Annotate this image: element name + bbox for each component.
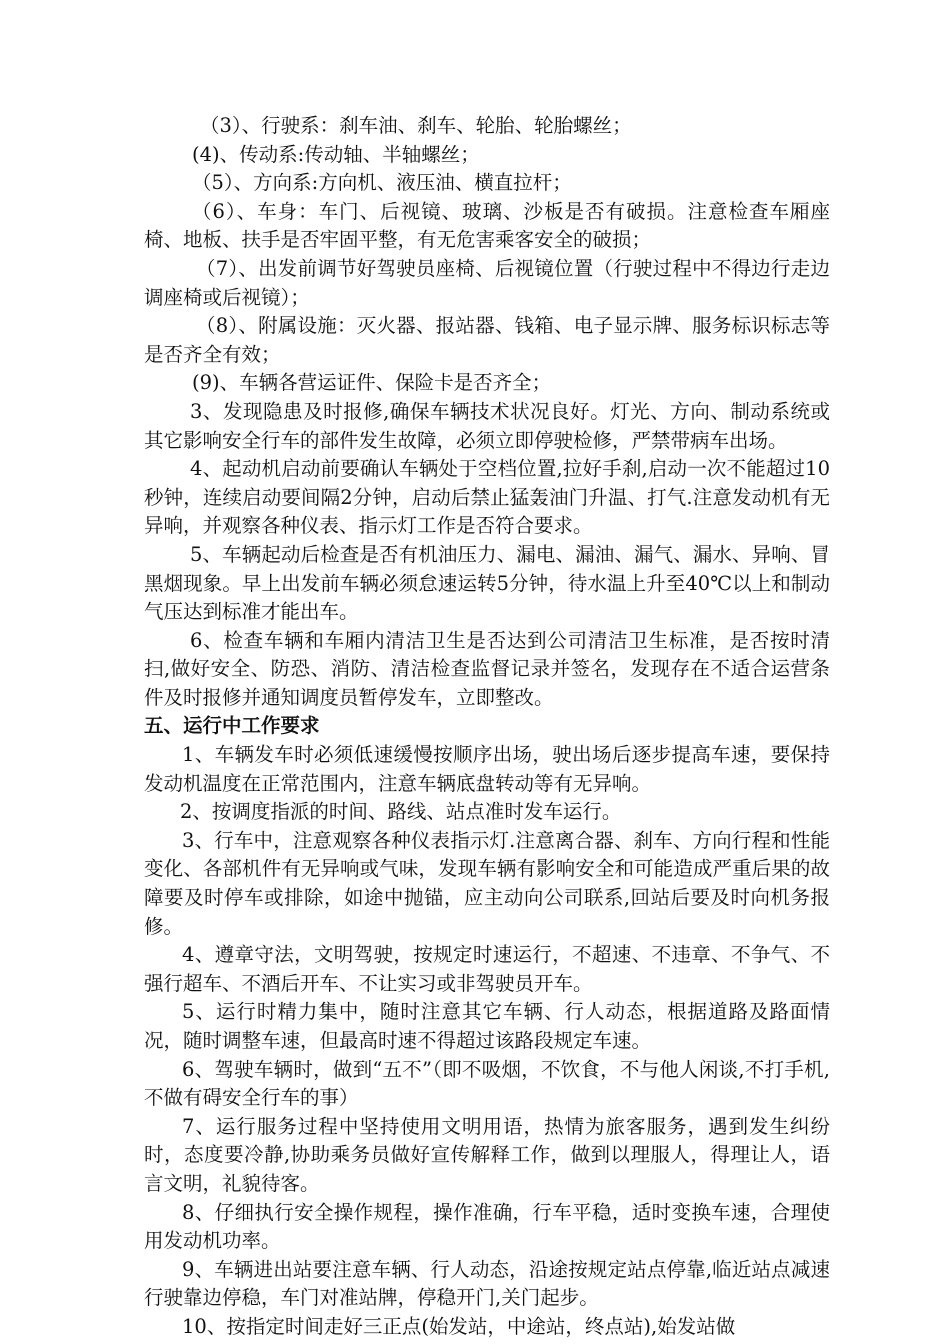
paragraph: (9)、车辆各营运证件、保险卡是否齐全；	[192, 371, 552, 395]
paragraph: 7、运行服务过程中坚持使用文明用语，热情为旅客服务，遇到发生纠纷时，态度要冷静,协助乘务员做好宣传解释工作，做到以理服人，得理让人，语言文明，礼貌待客。	[144, 1114, 830, 1195]
paragraph: 6、检查车辆和车厢内清洁卫生是否达到公司清洁卫生标准，是否按时清扫,做好安全、防恐、消防、清洁检查监督记录并签名，发现存在不适合运营条件及时报修并通知调度员暂停发车，立即整改。	[144, 628, 830, 709]
paragraph: 5、运行时精力集中，随时注意其它车辆、行人动态，根据道路及路面情况，随时调整车速，但最高时速不得超过该路段规定车速。	[144, 1000, 830, 1052]
paragraph: 3、行车中，注意观察各种仪表指示灯.注意离合器、刹车、方向行程和性能变化、各部机件有无异响或气味，发现车辆有影响安全和可能造成严重后果的故障要及时停车或排除，如途中抛锚，应主动向公司联系,回站后要及时向机务报修。	[144, 828, 830, 938]
paragraph: 1、车辆发车时必须低速缓慢按顺序出场，驶出场后逐步提高车速，要保持发动机温度在正常范围内，注意车辆底盘转动等有无异响。	[144, 743, 830, 795]
paragraph: （5）、方向系:方向机、液压油、横直拉杆；	[192, 171, 572, 195]
paragraph: （3）、行驶系：刹车油、刹车、轮胎、轮胎螺丝；	[200, 114, 632, 137]
paragraph: （6）、车身：车门、后视镜、玻璃、沙板是否有破损。注意检查车厢座椅、地板、扶手是否牢固平整，有无危害乘客安全的破损；	[144, 199, 830, 252]
document-body	[144, 112, 830, 1342]
paragraph: 8、仔细执行安全操作规程，操作准确，行车平稳，适时变换车速，合理使用发动机功率。	[144, 1200, 830, 1253]
paragraph: 5、车辆起动后检查是否有机油压力、漏电、漏油、漏气、漏水、异响、冒黑烟现象。早上出发前车辆必须怠速运转5分钟，待水温上升至40℃以上和制动气压达到标准才能出车。	[144, 542, 830, 624]
paragraph: (4)、传动系:传动轴、半轴螺丝；	[192, 142, 480, 166]
paragraph: 4、遵章守法，文明驾驶，按规定时速运行，不超速、不违章、不争气、不强行超车、不酒后开车、不让实习或非驾驶员开车。	[144, 943, 830, 995]
section-heading: 五、运行中工作要求	[144, 714, 320, 738]
paragraph: 9、车辆进出站要注意车辆、行人动态，沿途按规定站点停靠,临近站点减速行驶靠边停稳，车门对准站牌，停稳开门,关门起步。	[144, 1257, 830, 1310]
paragraph: 10、按指定时间走好三正点(始发站，中途站，终点站),始发站做	[182, 1314, 736, 1338]
paragraph: （8）、附属设施：灭火器、报站器、钱箱、电子显示牌、服务标识标志等是否齐全有效；	[144, 314, 830, 366]
paragraph: 6、驾驶车辆时，做到“五不”（即不吸烟，不饮食，不与他人闲谈,不打手机,不做有碍安全行车的事）	[144, 1057, 830, 1110]
paragraph: 2、按调度指派的时间、路线、站点准时发车运行。	[180, 800, 622, 824]
paragraph: 3、发现隐患及时报修,确保车辆技术状况良好。灯光、方向、制动系统或其它影响安全行车的部件发生故障，必须立即停驶检修，严禁带病车出场。	[144, 399, 830, 452]
paragraph: 4、起动机启动前要确认车辆处于空档位置,拉好手刹,启动一次不能超过10秒钟，连续启动要间隔2分钟，启动后禁止猛轰油门升温、打气.注意发动机有无异响，并观察各种仪表、指示灯工作是否符合要求。	[144, 457, 830, 538]
paragraph: （7）、出发前调节好驾驶员座椅、后视镜位置（行驶过程中不得边行走边调座椅或后视镜）；	[144, 256, 830, 309]
